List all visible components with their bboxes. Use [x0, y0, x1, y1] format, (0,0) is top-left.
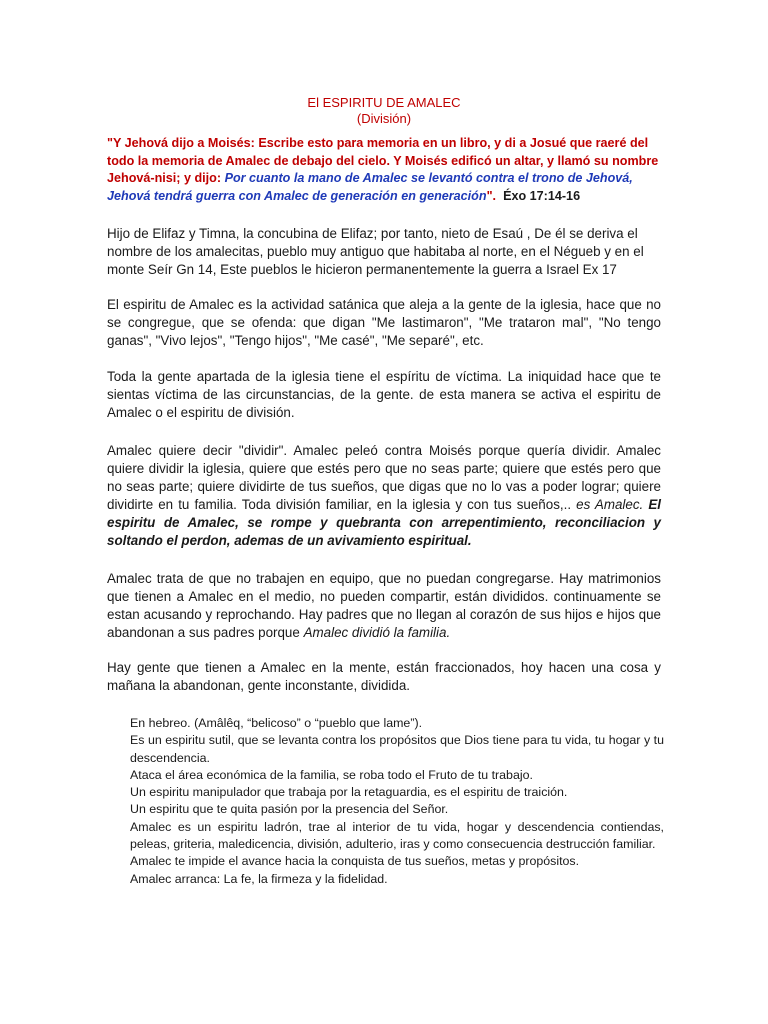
- list-item: En hebreo. (Amâlêq, “belicoso” o “pueblo que lame”).: [130, 716, 423, 730]
- list-item: Ataca el área económica de la familia, se roba todo el Fruto de tu trabajo.: [130, 767, 533, 782]
- paragraph-origin: Hijo de Elifaz y Timna, la concubina de Elifaz; por tanto, nieto de Esaú , De él se deriva el nombre de los amalecitas, pueblo muy antiguo que habitaba al norte, en el Négueb y en el monte Seír Gn 14, Este pueblos le hicieron permanentemente la guerra a Israel Ex 17: [107, 226, 644, 277]
- list-item: Amalec te impide el avance hacia la conquista de tus sueños, metas y propósitos.: [130, 854, 580, 869]
- document-subtitle: (División): [356, 111, 412, 126]
- paragraph-teamwork-text: Amalec trata de que no trabajen en equipo, que no puedan congregarse. Hay matrimonios que tienen a Amalec en el medio, no pueden compartir, están divididos. continuamente se estan acusando y reprochando. Hay padres que no llegan al corazón de sus hijos e hijos que abandonan a sus padres porque: [107, 571, 661, 640]
- paragraph-spirit-definition: El espiritu de Amalec es la actividad satánica que aleja a la gente de la iglesia, hace que no se congregue, que se ofenda: que digan "Me lastimaron", "Me trataron mal", "No tengo ganas", "Vivo lejos", "Tengo hijos", "Me casé", "Me separé", etc.: [107, 297, 661, 348]
- paragraph-divide-italic: es Amalec.: [576, 497, 644, 512]
- verse-reference: Éxo 17:14-16: [503, 188, 581, 203]
- paragraph-divide: [107, 442, 661, 550]
- list-item: Un espiritu manipulador que trabaja por la retaguardia, es el espiritu de traición.: [130, 785, 568, 800]
- document-title: El ESPIRITU DE AMALEC: [307, 95, 461, 110]
- paragraph-teamwork: [107, 570, 661, 642]
- paragraph-victim: Toda la gente apartada de la iglesia tiene el espíritu de víctima. La iniquidad hace que te sientas víctima de las circunstancias, de la gente. de esta manera se activa el espiritu de Amalec o el espiritu de división.: [107, 369, 661, 420]
- verse-end-quote: ".: [486, 188, 497, 203]
- list-item: Amalec es un espiritu ladrón, trae al interior de tu vida, hogar y descendencia contiendas, peleas, griteria, maledicencia, división, adulterio, iras y como consecuencia destrucción familiar.: [130, 819, 664, 852]
- list-item: Un espiritu que te quita pasión por la presencia del Señor.: [130, 802, 449, 817]
- characteristics-list: [130, 715, 664, 888]
- list-item: Es un espiritu sutil, que se levanta contra los propósitos que Dios tiene para tu vida, tu hogar y tu descendencia.: [130, 733, 664, 765]
- paragraph-teamwork-italic: Amalec dividió la familia.: [303, 625, 451, 640]
- paragraph-divide-text: Amalec quiere decir "dividir". Amalec peleó contra Moisés porque quería dividir. Amalec quiere dividir la iglesia, quiere que estés pero que no seas parte; quiere que estés pero que no seas parte; quiere dividirte de tus sueños, que digas que no lo vas a poder lograr; quiere dividirte en tu familia. Toda división familiar, en la iglesia y con tus sueños,..: [107, 443, 661, 512]
- paragraph-mind: Hay gente que tienen a Amalec en la mente, están fraccionados, hoy hacen una cosa y mañana la abandonan, gente inconstante, dividida.: [107, 660, 661, 693]
- paragraph-divide-bold: El espiritu de Amalec, se rompe y quebranta con arrepentimiento, reconciliacion y soltando el perdon, ademas de un avivamiento espiritual.: [107, 497, 662, 548]
- verse-blue-text: Por cuanto la mano de Amalec se levantó contra el trono de Jehová, Jehová tendrá guerra con Amalec de generación en generación: [107, 171, 633, 203]
- verse-red-text: "Y Jehová dijo a Moisés: Escribe esto para memoria en un libro, y di a Josué que raeré del todo la memoria de Amalec de debajo del cielo. Y Moisés edificó un altar, y llamó su nombre Jehová-nisi; y dijo:: [107, 136, 659, 185]
- scripture-quote: [107, 135, 661, 205]
- list-item: Amalec arranca: La fe, la firmeza y la fidelidad.: [130, 871, 388, 886]
